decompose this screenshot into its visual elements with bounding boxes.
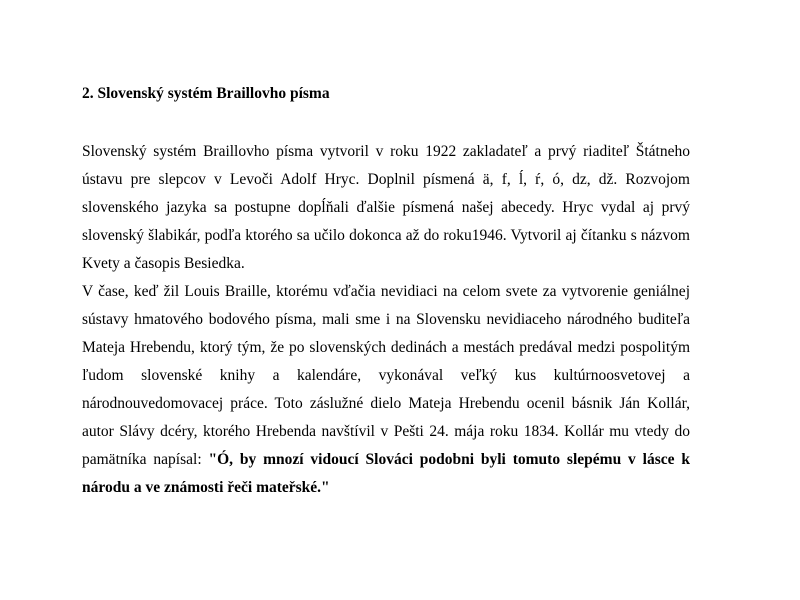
document-content <box>82 80 690 502</box>
kollar-quote: "Ó, by mnozí vidoucí Slováci podobni byli tomuto slepému v lásce k národu a ve známosti řeči mateřské." <box>82 451 690 496</box>
paragraph-matej-hrebenda-text: V čase, keď žil Louis Braille, ktorému vďačia nevidiaci na celom svete za vytvorenie geniálnej sústavy hmatového bodového písma, mali sme i na Slovensku nevidiaceho národného buditeľa Mateja Hrebendu, ktorý tým, že po slovenských dedinách a mestách predával medzi pospolitým ľudom slovenské knihy a kalendáre, vykonával veľký kus kultúrnoosvetovej a národnouvedomovacej práce. Toto záslužné dielo Mateja Hrebendu ocenil básnik Ján Kollár, autor Slávy dcéry, ktorého Hrebenda navštívil v Pešti 24. mája roku 1834. Kollár mu vtedy do pamätníka napísal: <box>82 283 690 468</box>
section-heading: 2. Slovenský systém Braillovho písma <box>82 85 330 102</box>
paragraph-braille-system-history: Slovenský systém Braillovho písma vytvoril v roku 1922 zakladateľ a prvý riaditeľ Štátneho ústavu pre slepcov v Levoči Adolf Hryc. Doplnil písmená ä, f, ĺ, ŕ, ó, dz, dž. Rozvojom slovenského jazyka sa postupne dopĺňali ďalšie písmená našej abecedy. Hryc vydal aj prvý slovenský šlabikár, podľa ktorého sa učilo dokonca až do roku1946. Vytvoril aj čítanku s názvom Kvety a časopis Besiedka. <box>82 143 690 272</box>
paragraph-matej-hrebenda <box>82 278 690 502</box>
